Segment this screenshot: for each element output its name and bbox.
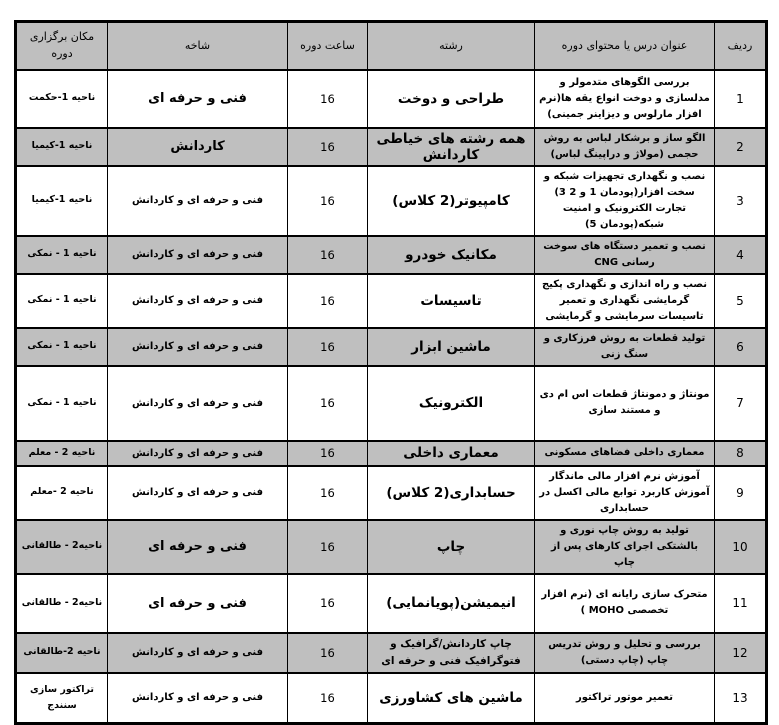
location-cell: ناحیه 1 - نمکی	[16, 366, 108, 441]
location-cell: ناحیه 1 - نمکی	[16, 328, 108, 366]
row-number-cell: 9	[715, 466, 767, 520]
hours-cell: 16	[288, 673, 368, 724]
major-cell: مکانیک خودرو	[368, 236, 535, 274]
branch-cell: کاردانش	[108, 128, 288, 166]
branch-cell: فنی و حرفه ای و کاردانش	[108, 466, 288, 520]
branch-cell: فنی و حرفه ای و کاردانش	[108, 673, 288, 724]
course-title-cell: نصب و تعمیر دستگاه های سوخت رسانی CNG	[535, 236, 715, 274]
hours-cell: 16	[288, 574, 368, 633]
header-location: مکان برگزاری دوره	[16, 22, 108, 70]
branch-cell: فنی و حرفه ای و کاردانش	[108, 441, 288, 466]
table-row	[16, 633, 767, 673]
row-number-cell: 4	[715, 236, 767, 274]
branch-cell: فنی و حرفه ای و کاردانش	[108, 166, 288, 236]
table-row	[16, 70, 767, 128]
hours-cell: 16	[288, 70, 368, 128]
row-number-cell: 12	[715, 633, 767, 673]
hours-cell: 16	[288, 274, 368, 328]
hours-cell: 16	[288, 128, 368, 166]
location-cell: ناحیه 1 - نمکی	[16, 236, 108, 274]
course-title-cell: نصب و نگهداری تجهیزات شبکه و سخت افزار(پودمان 1 و 2 3) تجارت الکترونیک و امنیت شبکه(پودمان 5)	[535, 166, 715, 236]
table-row	[16, 166, 767, 236]
table-row	[16, 574, 767, 633]
hours-cell: 16	[288, 520, 368, 574]
table-row	[16, 366, 767, 441]
major-cell: تاسیسات	[368, 274, 535, 328]
table-row	[16, 274, 767, 328]
major-cell: چاپ کاردانش/گرافیک و فتوگرافیک فنی و حرفه ای	[368, 633, 535, 673]
major-cell: انیمیشن(پویانمایی)	[368, 574, 535, 633]
table-body	[16, 70, 767, 724]
table-row	[16, 466, 767, 520]
table-row	[16, 520, 767, 574]
header-course-title: عنوان درس یا محتوای دوره	[535, 22, 715, 70]
branch-cell: فنی و حرفه ای و کاردانش	[108, 366, 288, 441]
course-title-cell: تعمیر موتور تراکتور	[535, 673, 715, 724]
branch-cell: فنی و حرفه ای	[108, 70, 288, 128]
branch-cell: فنی و حرفه ای و کاردانش	[108, 633, 288, 673]
table-row	[16, 328, 767, 366]
hours-cell: 16	[288, 166, 368, 236]
location-cell: ناحیه 2 - معلم	[16, 441, 108, 466]
major-cell: الکترونیک	[368, 366, 535, 441]
course-schedule-table	[14, 20, 768, 725]
row-number-cell: 2	[715, 128, 767, 166]
table-row	[16, 236, 767, 274]
major-cell: حسابداری(2 کلاس)	[368, 466, 535, 520]
header-major: رشته	[368, 22, 535, 70]
hours-cell: 16	[288, 366, 368, 441]
row-number-cell: 6	[715, 328, 767, 366]
header-row	[16, 22, 767, 70]
hours-cell: 16	[288, 633, 368, 673]
location-cell: تراکتور سازی سنندج	[16, 673, 108, 724]
location-cell: ناحیه 1-حکمت	[16, 70, 108, 128]
row-number-cell: 3	[715, 166, 767, 236]
hours-cell: 16	[288, 328, 368, 366]
course-title-cell: معماری داخلی فضاهای مسکونی	[535, 441, 715, 466]
major-cell: همه رشته های خیاطی کاردانش	[368, 128, 535, 166]
row-number-cell: 13	[715, 673, 767, 724]
location-cell: ناحیه 1-کیمیا	[16, 166, 108, 236]
branch-cell: فنی و حرفه ای و کاردانش	[108, 274, 288, 328]
major-cell: معماری داخلی	[368, 441, 535, 466]
table-row	[16, 673, 767, 724]
location-cell: ناحیه2 - طالقانی	[16, 520, 108, 574]
header-branch: شاخه	[108, 22, 288, 70]
row-number-cell: 1	[715, 70, 767, 128]
header-row-number: ردیف	[715, 22, 767, 70]
location-cell: ناحیه2 - طالقانی	[16, 574, 108, 633]
course-title-cell: بررسی الگوهای متدمولر و مدلسازی و دوخت انواع یقه ها(نرم افزار مارلوس و دیزاینر جمینی)	[535, 70, 715, 128]
table-row	[16, 128, 767, 166]
hours-cell: 16	[288, 441, 368, 466]
course-title-cell: متحرک سازی رایانه ای (نرم افزار تخصصی MOHO )	[535, 574, 715, 633]
row-number-cell: 10	[715, 520, 767, 574]
branch-cell: فنی و حرفه ای و کاردانش	[108, 236, 288, 274]
course-title-cell: تولید قطعات به روش فرزکاری و سنگ زنی	[535, 328, 715, 366]
major-cell: ماشین ابزار	[368, 328, 535, 366]
row-number-cell: 7	[715, 366, 767, 441]
branch-cell: فنی و حرفه ای	[108, 574, 288, 633]
course-title-cell: تولید به روش چاپ نوری و بالشتکی اجرای کارهای پس از چاپ	[535, 520, 715, 574]
course-title-cell: نصب و راه اندازی و نگهداری پکیج گرمایشی نگهداری و تعمیر تاسیسات سرمایشی و گرمایشی	[535, 274, 715, 328]
location-cell: ناحیه 1 - نمکی	[16, 274, 108, 328]
branch-cell: فنی و حرفه ای	[108, 520, 288, 574]
branch-cell: فنی و حرفه ای و کاردانش	[108, 328, 288, 366]
table-row	[16, 441, 767, 466]
hours-cell: 16	[288, 466, 368, 520]
major-cell: ماشین های کشاورزی	[368, 673, 535, 724]
row-number-cell: 5	[715, 274, 767, 328]
hours-cell: 16	[288, 236, 368, 274]
header-hours: ساعت دوره	[288, 22, 368, 70]
course-title-cell: مونتاژ و دمونتاژ قطعات اس ام دی و مستند سازی	[535, 366, 715, 441]
location-cell: ناحیه 2 -معلم	[16, 466, 108, 520]
location-cell: ناحیه 2-طالقانی	[16, 633, 108, 673]
course-title-cell: الگو ساز و برشکار لباس به روش حجمی (مولاژ و دراپینگ لباس)	[535, 128, 715, 166]
row-number-cell: 11	[715, 574, 767, 633]
major-cell: طراحی و دوخت	[368, 70, 535, 128]
major-cell: چاپ	[368, 520, 535, 574]
major-cell: کامپیوتر(2 کلاس)	[368, 166, 535, 236]
course-title-cell: آموزش نرم افزار مالی ماندگار آموزش کاربرد توابع مالی اکسل در حسابداری	[535, 466, 715, 520]
course-title-cell: بررسی و تحلیل و روش تدریس چاپ (چاپ دستی)	[535, 633, 715, 673]
location-cell: ناحیه 1-کیمیا	[16, 128, 108, 166]
row-number-cell: 8	[715, 441, 767, 466]
